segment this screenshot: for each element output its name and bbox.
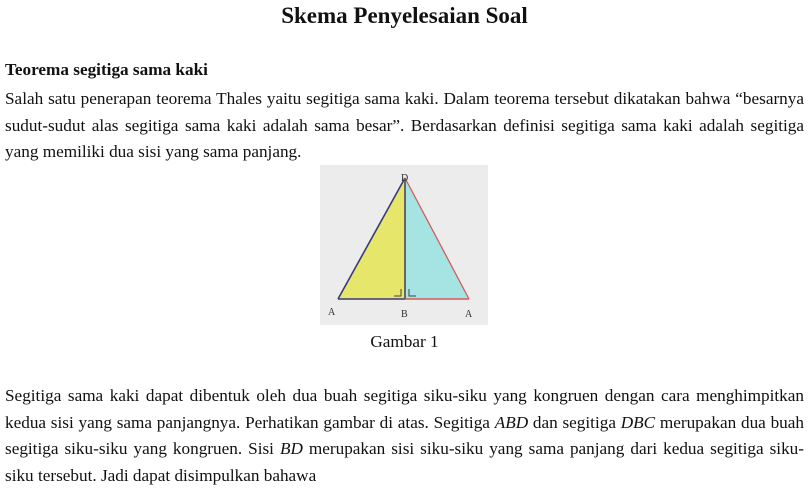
label-d: D <box>401 173 409 184</box>
text: dan segitiga <box>528 412 621 432</box>
paragraph-explanation <box>5 383 804 489</box>
label-a-left: A <box>328 307 336 318</box>
text: merupakan sisi siku-siku yang sama panjang dari kedua segitiga siku-siku tersebut. Jadi dapat disimpulkan bahawa <box>5 439 804 485</box>
figure-caption: Gambar 1 <box>370 332 439 351</box>
paragraph-intro: Salah satu penerapan teorema Thales yaitu segitiga sama kaki. Dalam teorema tersebut dikatakan bahwa “besarnya sudut-sudut alas segitiga sama kaki adalah sama besar”. Berdasarkan definisi segitiga sama kaki adalah segitiga yang memiliki dua sisi yang sama panjang. <box>5 89 804 161</box>
label-b: B <box>401 309 408 320</box>
math-abd: ABD <box>494 412 529 432</box>
section-heading: Teorema segitiga sama kaki <box>5 60 208 79</box>
text: merupakan dua buah segitiga siku-siku yang kongruen. Sisi <box>5 412 804 458</box>
figure-isosceles-triangle <box>320 165 488 325</box>
text: Segitiga sama kaki dapat dibentuk oleh dua buah segitiga siku-siku yang kongruen dengan cara menghimpitkan kedua sisi yang sama panjangnya. Perhatikan gambar di atas. Segitiga <box>5 386 804 432</box>
page-title: Skema Penyelesaian Soal <box>281 3 528 28</box>
math-bd: BD <box>279 439 303 458</box>
label-a-right: A <box>465 309 473 320</box>
math-dbc: DBC <box>620 412 656 432</box>
